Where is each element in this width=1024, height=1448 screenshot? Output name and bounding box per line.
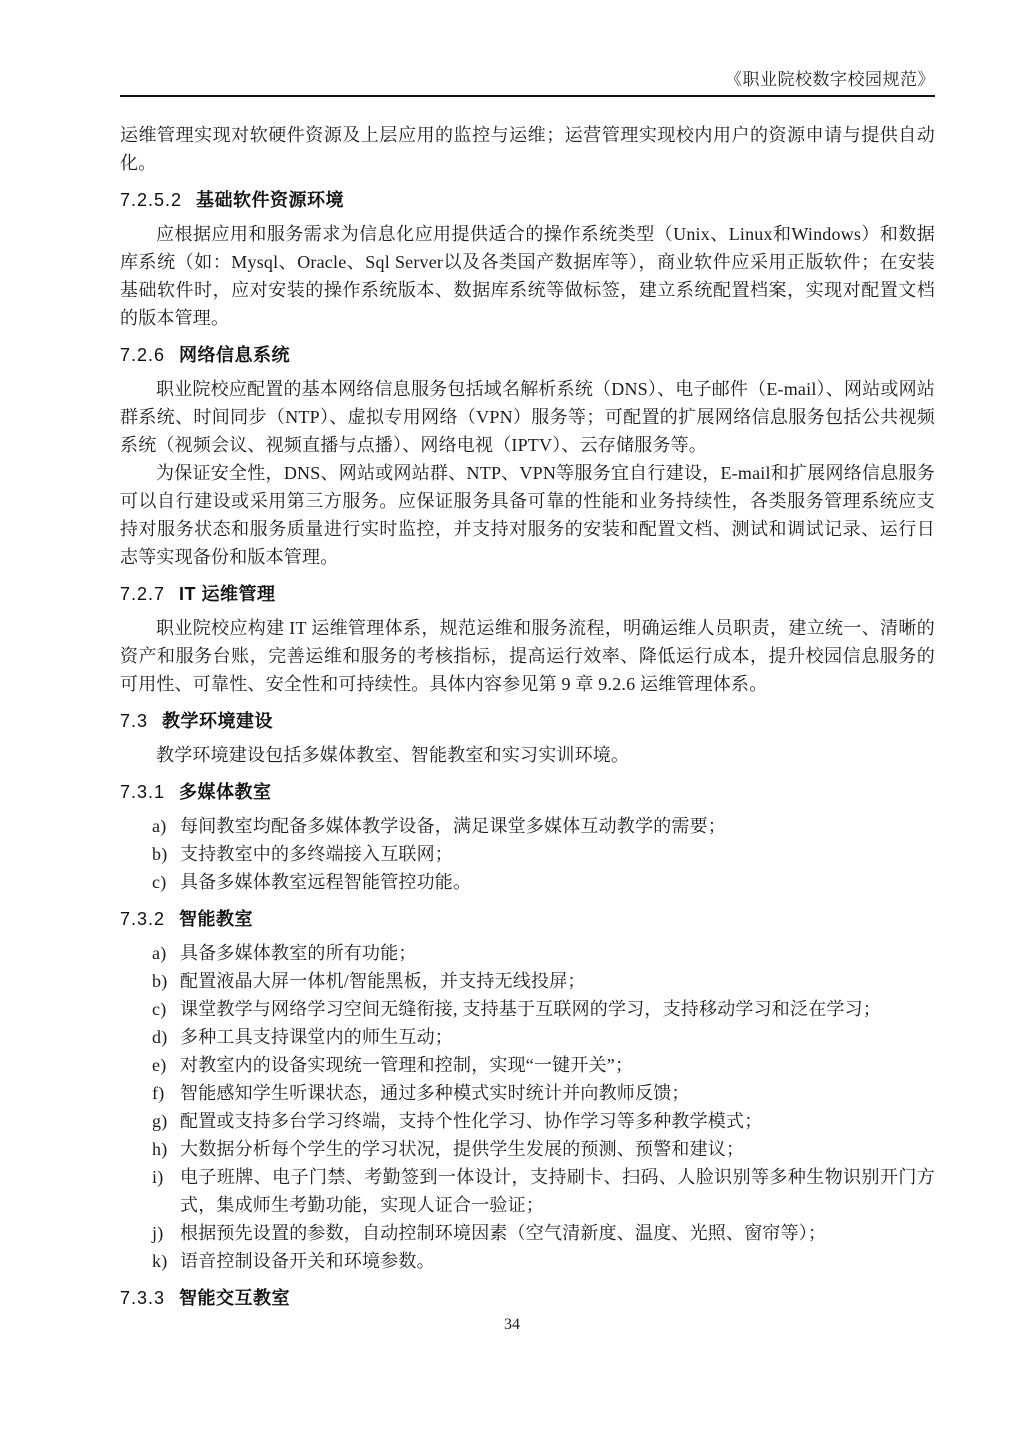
section-number: 7.3.3 — [120, 1288, 166, 1308]
running-head: 《职业院校数字校园规范》 — [725, 70, 935, 89]
lettered-list-7-3-2 — [120, 939, 935, 1275]
paragraph: 应根据应用和服务需求为信息化应用提供适合的操作系统类型（Unix、Linux和Windows）和数据库系统（如：Mysql、Oracle、Sql Server以及各类国产数据库等），商业软件应采用正版软件；在安装基础软件时，应对安装的操作系统版本、数据库系统等做标签，建立系统配置档案，实现对配置文档的版本管理。 — [120, 224, 935, 328]
list-item-text: 智能感知学生听课状态，通过多种模式实时统计并向教师反馈； — [180, 1083, 690, 1103]
list-item — [152, 1107, 935, 1135]
list-item-marker: c) — [152, 999, 167, 1019]
paragraph: 为保证安全性，DNS、网站或网站群、NTP、VPN等服务宜自行建设，E-mail和扩展网络信息服务可以自行建设或采用第三方服务。应保证服务具备可靠的性能和业务持续性，各类服务管理系统应支持对服务状态和服务质量进行实时监控，并支持对服务的安装和配置文档、测试和调试记录、运行日志等实现备份和版本管理。 — [120, 463, 935, 567]
paragraph-intro-continuation: 运维管理实现对软硬件资源及上层应用的监控与运维；运营管理实现校内用户的资源申请与提供自动化。 — [120, 125, 935, 173]
section-number: 7.3.2 — [120, 909, 166, 929]
list-item-marker: a) — [152, 943, 167, 963]
list-item-text: 配置或支持多台学习终端，支持个性化学习、协作学习等多种教学模式； — [180, 1111, 763, 1131]
section-title: 教学环境建设 — [162, 711, 274, 731]
list-item-text: 具备多媒体教室的所有功能； — [180, 943, 417, 963]
list-item-text: 每间教室均配备多媒体教学设备，满足课堂多媒体互动教学的需要； — [180, 816, 726, 836]
page-content — [120, 70, 935, 1318]
section-heading-7-2-7 — [120, 583, 935, 605]
list-item-text: 配置液晶大屏一体机/智能黑板，并支持无线投屏； — [180, 971, 586, 991]
list-item-marker: k) — [152, 1251, 168, 1271]
list-item-marker: f) — [152, 1083, 165, 1103]
section-number: 7.2.5.2 — [120, 190, 183, 210]
section-number: 7.2.7 — [120, 584, 166, 604]
list-item — [152, 1051, 935, 1079]
paragraph: 职业院校应构建 IT 运维管理体系，规范运维和服务流程，明确运维人员职责，建立统一、清晰的资产和服务台账，完善运维和服务的考核指标，提高运行效率、降低运行成本，提升校园信息服务的可用性、可靠性、安全性和可持续性。具体内容参见第 9 章 9.2.6 运维管理体系。 — [120, 618, 935, 694]
list-item — [152, 1163, 935, 1219]
list-item-marker: h) — [152, 1139, 168, 1159]
section-heading-7-3-1 — [120, 781, 935, 803]
section-number: 7.2.6 — [120, 345, 166, 365]
section-number: 7.3.1 — [120, 782, 166, 802]
list-item — [152, 1247, 935, 1275]
list-item-marker: i) — [152, 1167, 164, 1187]
list-item-marker: a) — [152, 816, 167, 836]
list-item — [152, 1023, 935, 1051]
list-item-marker: c) — [152, 872, 167, 892]
list-item-marker: j) — [152, 1223, 164, 1243]
section-heading-7-2-6 — [120, 344, 935, 366]
list-item-text: 语音控制设备开关和环境参数。 — [180, 1251, 435, 1271]
section-heading-7-2-5-2 — [120, 189, 935, 211]
list-item-marker: g) — [152, 1111, 168, 1131]
section-heading-7-3-3 — [120, 1287, 935, 1309]
list-item-text: 具备多媒体教室远程智能管控功能。 — [180, 872, 472, 892]
list-item-marker: e) — [152, 1055, 167, 1075]
list-item — [152, 840, 935, 868]
list-item-text: 根据预先设置的参数，自动控制环境因素（空气清新度、温度、光照、窗帘等）； — [180, 1223, 827, 1243]
list-item-text: 大数据分析每个学生的学习状况，提供学生发展的预测、预警和建议； — [180, 1139, 745, 1159]
list-item-marker: b) — [152, 971, 168, 991]
list-item — [152, 1219, 935, 1247]
list-item-text: 电子班牌、电子门禁、考勤签到一体设计，支持刷卡、扫码、人脸识别等多种生物识别开门方式，集成师生考勤功能，实现人证合一验证； — [180, 1167, 935, 1215]
page-footer — [0, 1316, 1024, 1334]
section-number: 7.3 — [120, 711, 149, 731]
lettered-list-7-3-1 — [120, 812, 935, 896]
section-title: 智能教室 — [179, 909, 254, 929]
section-heading-7-3-2 — [120, 908, 935, 930]
page-number: 34 — [504, 1316, 520, 1333]
paragraph: 职业院校应配置的基本网络信息服务包括域名解析系统（DNS）、电子邮件（E-mail）、网站或网站群系统、时间同步（NTP）、虚拟专用网络（VPN）服务等；可配置的扩展网络信息服务包括公共视频系统（视频会议、视频直播与点播）、网络电视（IPTV）、云存储服务等。 — [120, 379, 935, 455]
section-title: 多媒体教室 — [179, 782, 272, 802]
list-item-text: 多种工具支持课堂内的师生互动； — [180, 1027, 453, 1047]
list-item-text: 课堂教学与网络学习空间无缝衔接, 支持基于互联网的学习，支持移动学习和泛在学习； — [180, 999, 881, 1019]
section-title: 基础软件资源环境 — [196, 190, 345, 210]
list-item — [152, 1079, 935, 1107]
list-item-marker: b) — [152, 844, 168, 864]
list-item — [152, 1135, 935, 1163]
list-item — [152, 939, 935, 967]
list-item — [152, 995, 935, 1023]
section-heading-7-3 — [120, 710, 935, 732]
section-title: IT 运维管理 — [179, 584, 276, 604]
header-rule — [120, 95, 935, 97]
list-item — [152, 868, 935, 896]
list-item — [152, 812, 935, 840]
list-item-text: 支持教室中的多终端接入互联网； — [180, 844, 453, 864]
list-item-text: 对教室内的设备实现统一管理和控制，实现“一键开关”； — [180, 1055, 634, 1075]
list-item — [152, 967, 935, 995]
section-title: 智能交互教室 — [179, 1288, 291, 1308]
list-item-marker: d) — [152, 1027, 168, 1047]
section-title: 网络信息系统 — [179, 345, 291, 365]
paragraph: 教学环境建设包括多媒体教室、智能教室和实习实训环境。 — [156, 745, 630, 765]
